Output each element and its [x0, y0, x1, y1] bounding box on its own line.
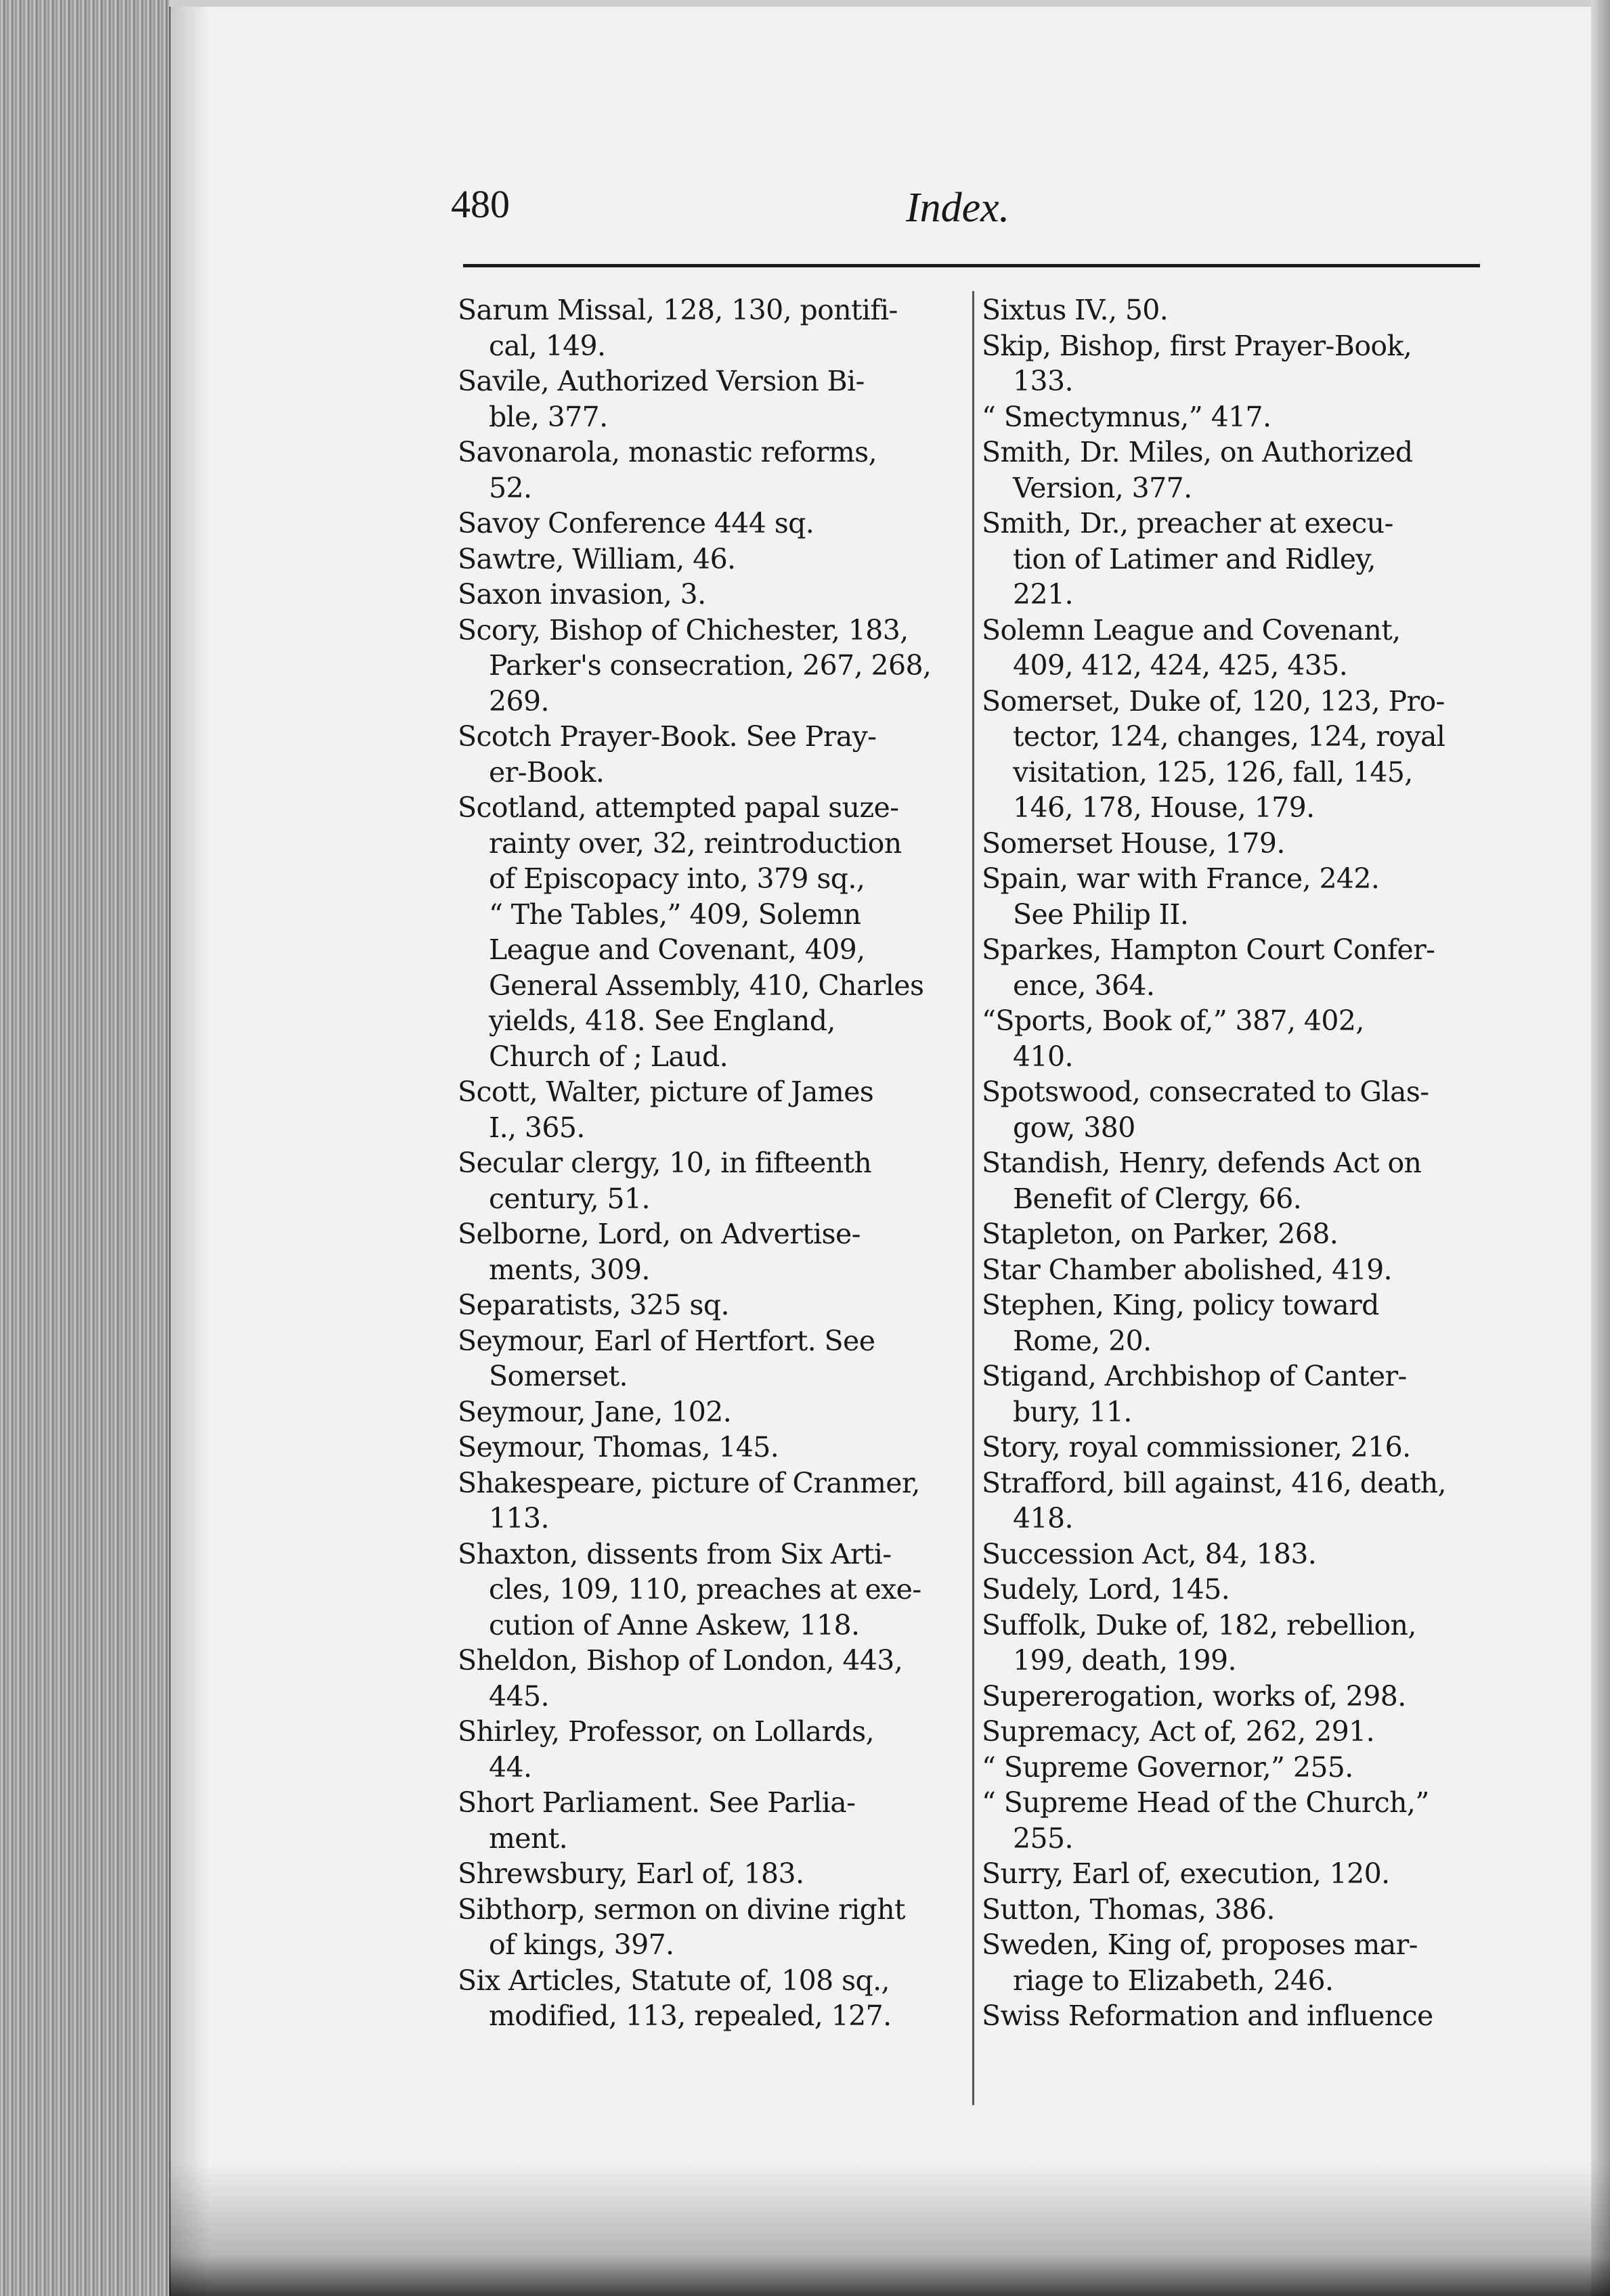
- index-entry-continuation: 52.: [489, 471, 532, 504]
- index-entry-line: Sarum Missal, 128, 130, pontifi-: [458, 294, 898, 326]
- index-entry-line: Suffolk, Duke of, 182, rebellion,: [982, 1608, 1416, 1641]
- index-entry: [982, 684, 1486, 826]
- index-entry-line: Sweden, King of, proposes mar-: [982, 1928, 1418, 1961]
- index-entry-continuation: tector, 124, changes, 124, royal: [1013, 720, 1445, 753]
- index-entry: [982, 1679, 1486, 1715]
- index-entry: [458, 435, 962, 506]
- index-entry: [458, 292, 962, 363]
- index-entry: [458, 1785, 962, 1856]
- index-entry-line: Sixtus IV., 50.: [982, 294, 1169, 326]
- index-entry-continuation: 255.: [1013, 1822, 1073, 1855]
- index-entry-line: Smith, Dr., preacher at execu-: [982, 507, 1393, 539]
- index-entry-continuation: 44.: [489, 1750, 532, 1784]
- index-entry-line: Sawtre, William, 46.: [458, 542, 736, 575]
- index-entry-line: Savoy Conference 444 sq.: [458, 507, 814, 539]
- index-entry-continuation: tion of Latimer and Ridley,: [1013, 542, 1376, 575]
- index-entry-continuation: cution of Anne Askew, 118.: [489, 1608, 860, 1641]
- index-entry-line: Strafford, bill against, 416, death,: [982, 1466, 1446, 1499]
- index-entry: [982, 435, 1486, 506]
- page-top-edge: [169, 0, 1610, 7]
- index-entry-line: Somerset House, 179.: [982, 826, 1285, 860]
- index-entry: [982, 1003, 1486, 1074]
- index-entry-continuation: ments, 309.: [489, 1253, 650, 1286]
- index-entry-line: Scotch Prayer-Book. See Pray-: [458, 720, 877, 753]
- index-entry-line: Stapleton, on Parker, 268.: [982, 1218, 1339, 1250]
- index-entry: [982, 1287, 1486, 1359]
- index-entry: [458, 790, 962, 1074]
- index-entry-continuation: 409, 412, 424, 425, 435.: [1013, 649, 1348, 682]
- index-entry-line: Shirley, Professor, on Lollards,: [458, 1715, 875, 1748]
- running-title: Index.: [906, 185, 1010, 231]
- index-entry: [458, 719, 962, 790]
- index-entry-line: Shakespeare, picture of Cranmer,: [458, 1466, 920, 1499]
- index-entry: [458, 1430, 962, 1465]
- index-entry-line: Seymour, Thomas, 145.: [458, 1431, 779, 1463]
- index-entry-continuation: modified, 113, repealed, 127.: [489, 2000, 892, 2032]
- page-number: 480: [451, 182, 510, 226]
- index-entry-line: Somerset, Duke of, 120, 123, Pro-: [982, 684, 1445, 718]
- index-entry: [458, 1394, 962, 1430]
- index-entry-line: Seymour, Jane, 102.: [458, 1395, 732, 1428]
- index-entry: [982, 1252, 1486, 1288]
- index-entry-continuation: of kings, 397.: [489, 1928, 674, 1961]
- index-entry: [982, 1074, 1486, 1145]
- index-entry: [982, 1856, 1486, 1892]
- index-entry-line: Saxon invasion, 3.: [458, 578, 706, 611]
- index-entry: [458, 1216, 962, 1287]
- index-entry-continuation: 199, death, 199.: [1013, 1644, 1236, 1677]
- index-entry-continuation: 269.: [489, 684, 549, 718]
- index-entry-continuation: of Episcopacy into, 379 sq.,: [489, 862, 865, 895]
- index-entry-continuation: General Assembly, 410, Charles: [489, 969, 924, 1002]
- index-entry: [458, 1287, 962, 1323]
- index-entry-continuation: 221.: [1013, 578, 1073, 611]
- index-entry: [982, 932, 1486, 1003]
- index-column-right: [982, 292, 1486, 2034]
- index-entry-line: Sheldon, Bishop of London, 443,: [458, 1644, 903, 1677]
- index-entry-line: Shaxton, dissents from Six Arti-: [458, 1537, 892, 1570]
- index-entry-line: Selborne, Lord, on Advertise-: [458, 1218, 861, 1250]
- index-entry: [982, 1537, 1486, 1572]
- index-entry-line: Sutton, Thomas, 386.: [982, 1893, 1275, 1926]
- index-entry-line: Story, royal commissioner, 216.: [982, 1431, 1411, 1463]
- header-rule: [463, 264, 1480, 267]
- index-entry-line: Sparkes, Hampton Court Confer-: [982, 933, 1435, 966]
- index-entry: [458, 363, 962, 435]
- index-entry: [458, 577, 962, 613]
- index-entry: [982, 1572, 1486, 1608]
- index-entry-line: Surry, Earl of, execution, 120.: [982, 1857, 1390, 1890]
- index-entry-line: Standish, Henry, defends Act on: [982, 1147, 1422, 1179]
- index-entry: [982, 861, 1486, 932]
- index-entry-continuation: 146, 178, House, 179.: [1013, 791, 1315, 824]
- index-entry-line: Stephen, King, policy toward: [982, 1289, 1379, 1321]
- index-entry-line: Star Chamber abolished, 419.: [982, 1253, 1392, 1286]
- index-entry-continuation: riage to Elizabeth, 246.: [1013, 1964, 1334, 1997]
- index-entry: [458, 1323, 962, 1394]
- index-entry-continuation: rainty over, 32, reintroduction: [489, 826, 902, 860]
- index-entry-line: Seymour, Earl of Hertfort. See: [458, 1324, 875, 1357]
- index-entry-continuation: cles, 109, 110, preaches at exe-: [489, 1573, 921, 1606]
- index-entry: [458, 1145, 962, 1216]
- index-entry-continuation: cal, 149.: [489, 329, 606, 362]
- index-entry-continuation: Benefit of Clergy, 66.: [1013, 1182, 1302, 1215]
- page-right-edge: [1591, 0, 1610, 2296]
- index-entry: [982, 1714, 1486, 1750]
- index-entry-line: Succession Act, 84, 183.: [982, 1537, 1317, 1570]
- index-entry: [982, 1892, 1486, 1928]
- index-entry-line: Scory, Bishop of Chichester, 183,: [458, 613, 909, 646]
- index-entry-line: Supremacy, Act of, 262, 291.: [982, 1715, 1375, 1748]
- index-entry: [982, 613, 1486, 684]
- index-entry: [458, 1714, 962, 1785]
- index-entry-continuation: 113.: [489, 1502, 549, 1535]
- index-entry: [458, 542, 962, 577]
- index-entry: [982, 1608, 1486, 1679]
- index-entry-line: Sudely, Lord, 145.: [982, 1573, 1230, 1606]
- index-entry-line: Separatists, 325 sq.: [458, 1289, 729, 1321]
- index-entry-continuation: ment.: [489, 1822, 568, 1855]
- index-entry-line: Spain, war with France, 242.: [982, 862, 1380, 895]
- index-entry: [458, 1074, 962, 1145]
- index-entry-line: Short Parliament. See Parlia-: [458, 1786, 856, 1819]
- index-entry: [982, 506, 1486, 613]
- index-entry-continuation: Church of ; Laud.: [489, 1040, 728, 1073]
- index-entry-continuation: Somerset.: [489, 1360, 628, 1392]
- index-entry-continuation: Version, 377.: [1013, 471, 1192, 504]
- index-entry-line: Sibthorp, sermon on divine right: [458, 1893, 905, 1926]
- index-entry-continuation: ble, 377.: [489, 400, 608, 433]
- index-entry-continuation: I., 365.: [489, 1111, 585, 1144]
- index-entry: [458, 1643, 962, 1714]
- index-entry-continuation: League and Covenant, 409,: [489, 933, 865, 966]
- index-entry-continuation: 410.: [1013, 1040, 1073, 1073]
- index-entry: [458, 1465, 962, 1537]
- index-entry-continuation: century, 51.: [489, 1182, 650, 1215]
- index-entry: [982, 1927, 1486, 1998]
- index-entry: [458, 613, 962, 720]
- index-entry-line: Spotswood, consecrated to Glas-: [982, 1076, 1429, 1108]
- index-entry: [458, 1537, 962, 1643]
- index-entry: [982, 1359, 1486, 1430]
- index-entry-continuation: 445.: [489, 1679, 549, 1713]
- index-entry-continuation: ence, 364.: [1013, 969, 1155, 1002]
- index-entry: [982, 292, 1486, 328]
- index-entry-line: Swiss Reformation and influence: [982, 2000, 1433, 2032]
- index-entry: [982, 399, 1486, 435]
- index-entry: [982, 1998, 1486, 2034]
- index-entry: [458, 1856, 962, 1892]
- index-entry: [982, 1216, 1486, 1252]
- index-entry-line: Secular clergy, 10, in fifteenth: [458, 1147, 872, 1179]
- index-entry: [982, 1785, 1486, 1856]
- index-entry-line: “ Supreme Governor,” 255.: [982, 1750, 1353, 1784]
- index-entry: [458, 1963, 962, 2034]
- index-entry: [982, 1465, 1486, 1537]
- index-entry-continuation: 133.: [1013, 365, 1073, 397]
- gutter-shadow: [169, 0, 210, 2296]
- index-entry-line: Savile, Authorized Version Bi-: [458, 365, 865, 397]
- index-entry-continuation: Rome, 20.: [1013, 1324, 1152, 1357]
- index-entry-continuation: “ The Tables,” 409, Solemn: [489, 898, 861, 931]
- index-entry-line: Supererogation, works of, 298.: [982, 1679, 1406, 1713]
- index-entry-line: Savonarola, monastic reforms,: [458, 436, 877, 468]
- index-entry-line: Smith, Dr. Miles, on Authorized: [982, 436, 1413, 468]
- index-entry: [982, 1430, 1486, 1465]
- index-entry: [982, 328, 1486, 399]
- index-entry: [982, 826, 1486, 862]
- index-entry-line: Six Articles, Statute of, 108 sq.,: [458, 1964, 890, 1997]
- index-entry-continuation: 418.: [1013, 1502, 1073, 1535]
- index-entry: [982, 1750, 1486, 1786]
- index-entry-continuation: bury, 11.: [1013, 1395, 1132, 1428]
- index-entry-line: Solemn League and Covenant,: [982, 613, 1401, 646]
- index-entry-line: “ Supreme Head of the Church,”: [982, 1786, 1429, 1819]
- index-column-left: [458, 292, 962, 2034]
- index-entry-continuation: See Philip II.: [1013, 898, 1189, 931]
- index-entry: [458, 506, 962, 542]
- index-entry-continuation: gow, 380: [1013, 1111, 1135, 1144]
- index-entry-line: “Sports, Book of,” 387, 402,: [982, 1005, 1364, 1037]
- index-entry: [458, 1892, 962, 1963]
- column-divider: [972, 291, 974, 2105]
- index-entry-continuation: Parker's consecration, 267, 268,: [489, 649, 932, 682]
- index-entry-line: Skip, Bishop, first Prayer-Book,: [982, 329, 1412, 362]
- index-entry-continuation: yields, 418. See England,: [489, 1005, 835, 1037]
- index-entry-line: Scott, Walter, picture of James: [458, 1076, 874, 1108]
- book-spine-edge: [0, 0, 171, 2296]
- index-entry-continuation: visitation, 125, 126, fall, 145,: [1013, 755, 1413, 789]
- index-entry-line: Stigand, Archbishop of Canter-: [982, 1360, 1407, 1392]
- index-entry-line: “ Smectymnus,” 417.: [982, 400, 1271, 433]
- index-entry-continuation: er-Book.: [489, 755, 605, 789]
- index-entry-line: Shrewsbury, Earl of, 183.: [458, 1857, 804, 1890]
- page-bottom-shadow: [169, 2161, 1610, 2296]
- index-entry-line: Scotland, attempted papal suze-: [458, 791, 899, 824]
- index-entry: [982, 1145, 1486, 1216]
